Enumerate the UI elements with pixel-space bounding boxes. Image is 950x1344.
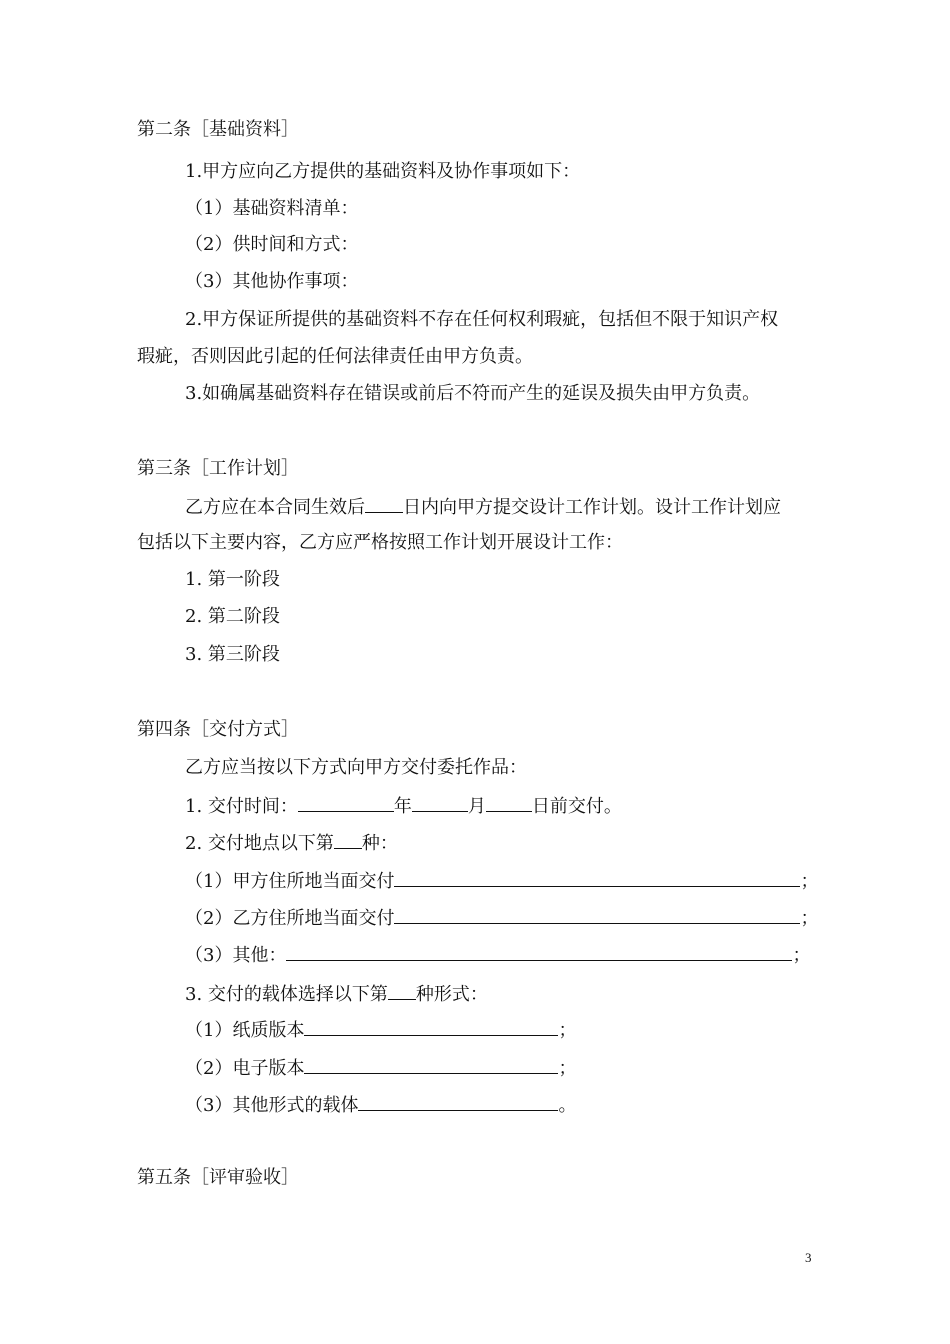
- carrier-option-1-blank[interactable]: [304, 1017, 558, 1036]
- carrier-option-3-label: （3）其他形式的载体: [185, 1095, 359, 1116]
- place-option-1-label: （1）甲方住所地当面交付: [185, 871, 395, 892]
- semicolon: ；: [800, 908, 819, 929]
- carrier-option-3: [185, 1092, 576, 1116]
- day-blank[interactable]: [486, 793, 532, 812]
- stage-3: 3. 第三阶段: [185, 644, 280, 665]
- carrier-option-2-label: （2）电子版本: [185, 1058, 305, 1079]
- carrier-option-2: [185, 1055, 576, 1079]
- place-option-3-label: （3）其他：: [185, 945, 287, 966]
- day-label: 日前交付。: [531, 796, 622, 817]
- carrier-option-2-blank[interactable]: [304, 1055, 558, 1074]
- month-blank[interactable]: [412, 793, 468, 812]
- carrier-choice-blank[interactable]: [388, 981, 416, 1000]
- semicolon: ；: [558, 1058, 577, 1079]
- carrier-option-1: [185, 1017, 576, 1041]
- article-2-item-3: （3）其他协作事项：: [185, 271, 359, 292]
- article-2-para-2-line-1: 2.甲方保证所提供的基础资料不存在任何权利瑕疵，包括但不限于知识产权: [185, 309, 779, 330]
- place-choice-blank[interactable]: [334, 830, 362, 849]
- place-option-3-blank[interactable]: [286, 942, 792, 961]
- place-option-2: [185, 905, 818, 929]
- article-3-heading: 第三条［工作计划］: [137, 458, 299, 479]
- article-5-heading: 第五条［评审验收］: [137, 1167, 299, 1188]
- delivery-place-line: [185, 830, 398, 854]
- article-3-line-1: [185, 494, 781, 518]
- place-option-1-blank[interactable]: [394, 868, 800, 887]
- article-2-item-1: （1）基础资料清单：: [185, 198, 359, 219]
- month-label: 月: [467, 796, 486, 817]
- article-2-para-1: 1.甲方应向乙方提供的基础资料及协作事项如下：: [185, 161, 581, 182]
- year-label: 年: [393, 796, 412, 817]
- semicolon: ；: [558, 1020, 577, 1041]
- place-option-2-blank[interactable]: [394, 905, 800, 924]
- carrier-option-3-blank[interactable]: [358, 1092, 558, 1111]
- article-4-intro: 乙方应当按以下方式向甲方交付委托作品：: [185, 757, 527, 778]
- carrier-option-1-label: （1）纸质版本: [185, 1020, 305, 1041]
- article-4-heading: 第四条［交付方式］: [137, 719, 299, 740]
- place-option-2-label: （2）乙方住所地当面交付: [185, 908, 395, 929]
- article-2-heading: 第二条［基础资料］: [137, 119, 299, 140]
- carrier-text-a: 3. 交付的载体选择以下第: [185, 984, 388, 1005]
- semicolon: ；: [792, 945, 811, 966]
- article-3-line-2: 包括以下主要内容，乙方应严格按照工作计划开展设计工作：: [137, 532, 623, 553]
- place-option-3: [185, 942, 810, 966]
- carrier-text-b: 种形式：: [415, 984, 488, 1005]
- delivery-place-text-b: 种：: [361, 833, 398, 854]
- article-2-para-3: 3.如确属基础资料存在错误或前后不符而产生的延误及损失由甲方负责。: [185, 383, 761, 404]
- semicolon: ；: [800, 871, 819, 892]
- carrier-line: [185, 981, 488, 1005]
- delivery-time-label: 1. 交付时间：: [185, 796, 298, 817]
- delivery-place-text-a: 2. 交付地点以下第: [185, 833, 334, 854]
- article-3-text-b: 日内向甲方提交设计工作计划。设计工作计划应: [403, 497, 781, 518]
- period: 。: [558, 1095, 577, 1116]
- stage-2: 2. 第二阶段: [185, 606, 280, 627]
- article-2-para-2-line-2: 瑕疵，否则因此引起的任何法律责任由甲方负责。: [137, 346, 533, 367]
- place-option-1: [185, 868, 818, 892]
- page-number: 3: [805, 1250, 812, 1265]
- article-3-text-a: 乙方应在本合同生效后: [185, 497, 365, 518]
- delivery-time-line: [185, 793, 622, 817]
- article-2-item-2: （2）供时间和方式：: [185, 234, 359, 255]
- days-blank[interactable]: [365, 494, 403, 513]
- stage-1: 1. 第一阶段: [185, 569, 280, 590]
- year-blank[interactable]: [298, 793, 394, 812]
